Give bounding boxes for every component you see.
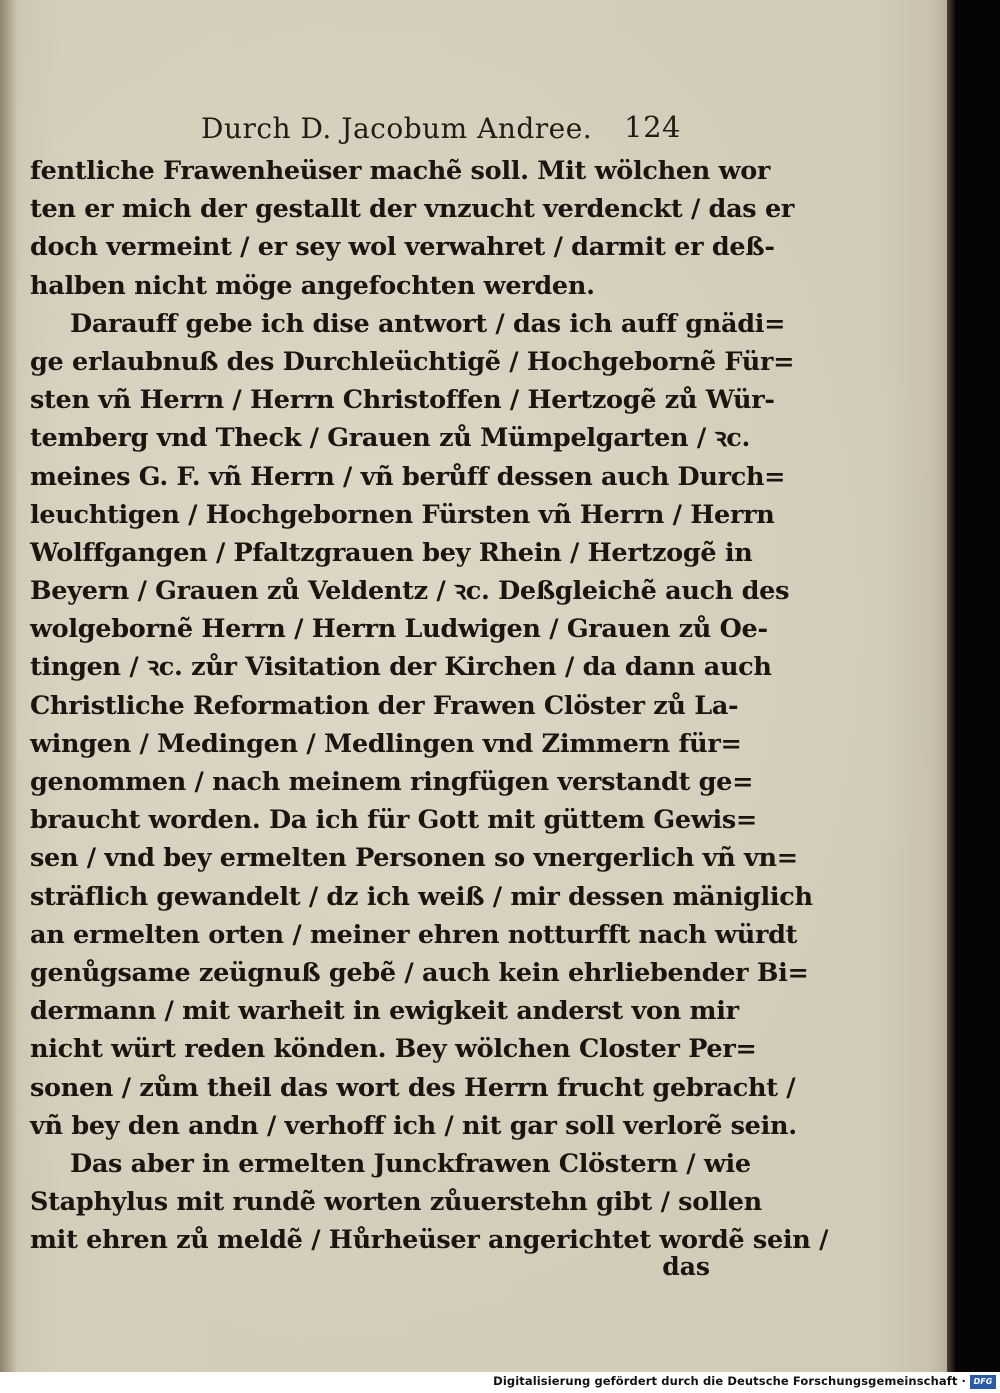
text-line: wingen / Medingen / Medlingen vnd Zimmern für= xyxy=(30,728,742,759)
text-line: ge erlaubnuß des Durchleüchtigẽ / Hochgebornẽ Für= xyxy=(30,346,795,377)
text-line: sonen / zům theil das wort des Herrn frucht gebracht / xyxy=(30,1072,796,1103)
text-line: ten er mich der gestallt der vnzucht verdenckt / das er xyxy=(30,194,795,225)
dfg-logo-icon: DFG xyxy=(970,1375,996,1389)
text-line: sen / vnd bey ermelten Personen so vnergerlich vñ vn= xyxy=(30,843,798,874)
text-line: temberg vnd Theck / Grauen zů Mümpelgarten / ꝛc. xyxy=(30,423,751,454)
text-line: leuchtigen / Hochgebornen Fürsten vñ Herrn / Herrn xyxy=(30,499,775,530)
running-head-title: Durch D. Jacobum Andree. xyxy=(201,112,593,145)
text-line: vñ bey den andn / verhoff ich / nit gar soll verlorẽ sein. xyxy=(30,1110,797,1141)
catchword: das xyxy=(662,1252,710,1281)
text-line: sten vñ Herrn / Herrn Christoffen / Hertzogẽ zů Wür- xyxy=(30,385,775,416)
text-line: genommen / nach meinem ringfügen verstandt ge= xyxy=(30,767,754,797)
text-line: Wolffgangen / Pfaltzgrauen bey Rhein / Hertzogẽ in xyxy=(30,537,753,568)
text-line: sträflich gewandelt / dz ich weiß / mir dessen mäniglich xyxy=(30,881,813,912)
text-line: mit ehren zů meldẽ / Hůrheüser angerichtet wordẽ sein / xyxy=(30,1225,829,1256)
text-line: braucht worden. Da ich für Gott mit güttem Gewis= xyxy=(30,805,757,836)
text-line: dermann / mit warheit in ewigkeit anderst von mir xyxy=(30,996,739,1027)
text-line: an ermelten orten / meiner ehren notturfft nach würdt xyxy=(30,919,798,950)
digitization-footer xyxy=(0,1372,1000,1393)
running-head xyxy=(201,108,681,152)
text-line: tingen / ꝛc. zůr Visitation der Kirchen / da dann auch xyxy=(30,652,772,683)
funding-note: Digitalisierung gefördert durch die Deutsche Forschungsgemeinschaft · xyxy=(493,1374,966,1388)
text-line: genůgsame zeügnuß gebẽ / auch kein ehrliebender Bi= xyxy=(30,957,809,988)
page-gutter xyxy=(0,0,16,1372)
text-line: Christliche Reformation der Frawen Clöster zů La- xyxy=(30,690,739,721)
page-number: 124 xyxy=(624,110,681,144)
body-text xyxy=(30,152,829,1259)
print-block xyxy=(30,108,829,1281)
text-line: wolgebornẽ Herrn / Herrn Ludwigen / Grauen zů Oe- xyxy=(30,614,768,645)
text-line: meines G. F. vñ Herrn / vñ berůff dessen auch Durch= xyxy=(30,461,786,492)
text-line: Darauff gebe ich dise antwort / das ich auff gnädi= xyxy=(70,308,786,339)
text-line: Staphylus mit rundẽ worten zůuerstehn gibt / sollen xyxy=(30,1187,762,1218)
text-line: fentliche Frawenheüser machẽ soll. Mit wölchen wor xyxy=(30,156,771,186)
text-line: halben nicht möge angefochten werden. xyxy=(30,270,595,301)
text-line: nicht würt reden könden. Bey wölchen Closter Per= xyxy=(30,1034,757,1065)
text-line: Das aber in ermelten Junckfrawen Clöstern / wie xyxy=(70,1148,751,1179)
text-line: Beyern / Grauen zů Veldentz / ꝛc. Deßgleichẽ auch des xyxy=(30,576,790,607)
text-line: doch vermeint / er sey wol verwahret / darmit er deß- xyxy=(30,232,775,263)
page-edge-shadow xyxy=(947,0,955,1372)
